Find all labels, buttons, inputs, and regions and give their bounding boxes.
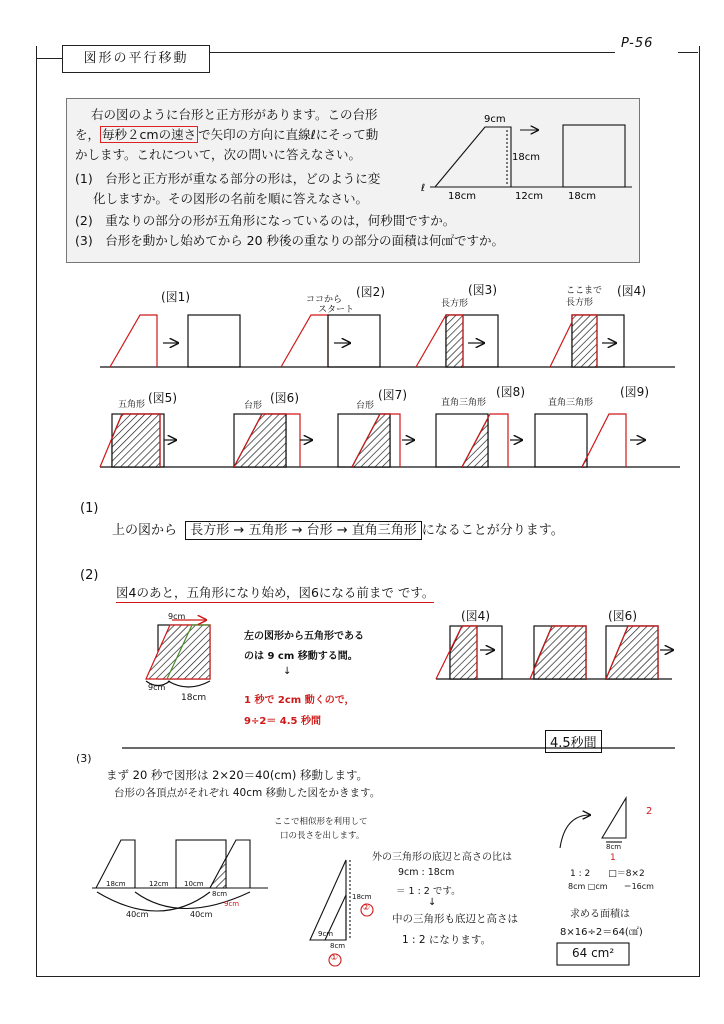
problem-line-2-post: で矢印の方向に直線ℓにそって動 <box>198 127 379 142</box>
a2-fig4-label: (図4) <box>461 609 490 623</box>
a3-sim-1: 外の三角形の底辺と高さの比は <box>372 852 512 863</box>
a2-explain-2: のは 9 cm 移動する間。 <box>244 651 358 662</box>
fig4-label: (図4) <box>617 284 646 298</box>
a3-dim-9: 9cm <box>224 900 240 908</box>
a3-sim-5: 中の三角形も底辺と高さは <box>392 913 518 925</box>
fig-base2-label: 18cm <box>568 191 596 202</box>
fig2-note2: スタート <box>318 305 355 315</box>
a2-measure-18: 18cm <box>181 693 207 703</box>
fig5-note: 五角形 <box>118 400 146 410</box>
a3-sim-3: ＝ 1 : 2 です。 <box>396 886 461 897</box>
figure-row-1 <box>100 315 675 367</box>
problem-line-1: 右の図のように台形と正方形があります。この台形 <box>91 107 378 122</box>
a3-dim-18: 18cm <box>106 880 126 888</box>
a3-dim-10: 10cm <box>184 880 204 888</box>
a2-fig6-label: (図6) <box>608 609 637 623</box>
fig1-label: (図1) <box>161 290 190 304</box>
a3-tri-18: 18cm <box>352 893 372 901</box>
fig7-note: 台形 <box>356 401 375 411</box>
a3-ratio-1: 1 : 2 □＝8×2 <box>570 869 645 879</box>
a3-tri-8: 8cm <box>330 942 346 950</box>
fig6-label: (図6) <box>270 391 299 405</box>
question-3: (3) 台形を動かし始めてから 20 秒後の重なりの部分の面積は何㎠ですか。 <box>75 233 505 248</box>
a1-pre: 上の図から <box>112 523 178 538</box>
a3-circle-1: ① <box>330 953 339 963</box>
problem-line-3: かします。これについて，次の問いに答えなさい。 <box>75 147 362 162</box>
problem-line-2-pre: を， <box>75 127 101 142</box>
figure-row-2 <box>100 414 680 467</box>
a3-note-1: ここで相似形を利用して <box>274 817 368 827</box>
fig7-label: (図7) <box>378 388 407 402</box>
a2-reason-2: 9÷2＝ 4.5 秒間 <box>244 716 321 727</box>
fig9-label: (図9) <box>620 385 649 399</box>
question-2: (2) 重なりの部分の形が五角形になっているのは，何秒間ですか。 <box>75 213 456 228</box>
a1-post: になることが分ります。 <box>421 523 564 538</box>
a3-dim-12: 12cm <box>149 880 169 888</box>
a3-tri-9: 9cm <box>318 930 334 938</box>
a3-sim-6: 1 : 2 になります。 <box>402 934 492 946</box>
fig8-note: 直角三角形 <box>441 398 487 408</box>
a2-measure-9a: 9cm <box>168 612 186 621</box>
fig4-note2: 長方形 <box>566 298 594 308</box>
a2-measure-9b: 9cm <box>148 683 166 692</box>
a1-number: (1) <box>80 501 99 516</box>
a2-explain-1: 左の図形から五角形である <box>244 631 364 642</box>
a1-answer: 長方形 → 五角形 → 台形 → 直角三角形 <box>185 521 421 540</box>
a3-line-2: 台形の各頂点がそれぞれ 40cm 移動した図をかきます。 <box>114 787 381 799</box>
page-number: P-56 <box>621 36 654 51</box>
a3-note-2: 口の長さを出します。 <box>280 831 365 841</box>
a3-area-calc: 8×16÷2＝64(㎠) <box>560 927 643 938</box>
a3-answer: 64 cm² <box>572 946 615 960</box>
a2-number: (2) <box>80 568 99 583</box>
fig5-label: (図5) <box>148 391 177 405</box>
a3-sim-2: 9cm : 18cm <box>398 867 455 878</box>
question-1b: 化しますか。その図形の名前を順に答えなさい。 <box>93 191 369 206</box>
fig-height-label: 18cm <box>512 152 540 163</box>
fig6-note: 台形 <box>244 401 263 411</box>
fig-top-label: 9cm <box>484 114 506 125</box>
a2-answer: 4.5秒間 <box>545 730 602 753</box>
a3-area-label: 求める面積は <box>570 909 630 920</box>
speed-highlight: 毎秒２cmの速さ <box>102 127 197 142</box>
a3-dim-40a: 40cm <box>126 910 149 919</box>
fig4-note1: ここまで <box>566 286 603 296</box>
fig3-note: 長方形 <box>441 299 469 309</box>
a3-line-1: まず 20 秒で図形は 2×20＝40(cm) 移動します。 <box>106 768 369 782</box>
a3-circle-2: ② <box>362 903 371 913</box>
a1-line <box>112 519 564 538</box>
a3-small-8: 8cm <box>606 843 622 851</box>
a2-lead: 図4のあと，五角形になり始め，図6になる前まで です。 <box>116 583 434 603</box>
a3-small-1: 1 <box>610 853 616 863</box>
fig-base1-label: 18cm <box>448 191 476 202</box>
fig-line-label: ℓ <box>421 183 426 194</box>
a3-ratio-2: 8cm □cm ＝16cm <box>568 882 654 891</box>
a3-sim-4: ↓ <box>428 897 437 908</box>
a3-number: (3) <box>76 752 92 765</box>
fig2-note1: ココから <box>306 295 343 305</box>
fig8-label: (図8) <box>496 385 525 399</box>
a2-arrow: ↓ <box>283 666 292 677</box>
fig9-note: 直角三角形 <box>548 398 594 408</box>
page-title: 図形の平行移動 <box>62 45 210 73</box>
a3-small-2: 2 <box>646 806 653 817</box>
fig-gap-label: 12cm <box>515 191 543 202</box>
fig3-label: (図3) <box>468 283 497 297</box>
answer2-figures <box>122 620 675 748</box>
a3-dim-8: 8cm <box>212 890 228 898</box>
question-1a: (1) 台形と正方形が重なる部分の形は，どのように変 <box>75 171 381 186</box>
a3-dim-40b: 40cm <box>190 910 213 919</box>
a2-reason-1: 1 秒で 2cm 動くので， <box>244 695 355 706</box>
fig2-label: (図2) <box>356 285 385 299</box>
